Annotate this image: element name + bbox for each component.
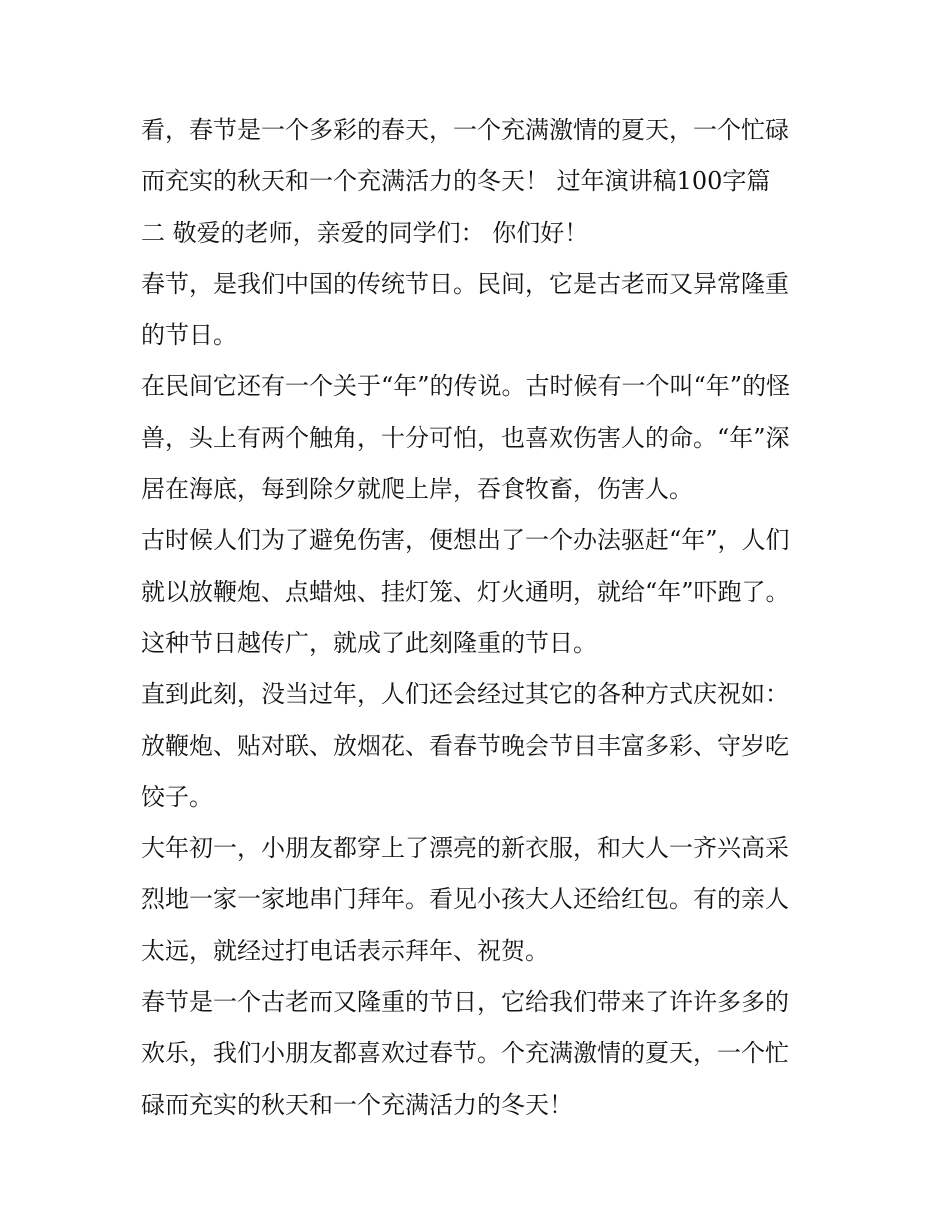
text-line: 大年初一，小朋友都穿上了漂亮的新衣服，和大人一齐兴高采 <box>141 834 789 863</box>
text-line: 古时候人们为了避免伤害，便想出了一个办法驱赶“年”，人们 <box>141 526 790 555</box>
text-line: 直到此刻，没当过年，人们还会经过其它的各种方式庆祝如： <box>141 680 789 709</box>
text-line: 兽，头上有两个触角，十分可怕，也喜欢伤害人的命。“年”深 <box>141 423 790 452</box>
text-line: 春节是一个古老而又隆重的节日，它给我们带来了许许多多的 <box>141 988 789 1017</box>
text-line: 在民间它还有一个关于“年”的传说。古时候有一个叫“年”的怪 <box>141 372 791 401</box>
text-line: 而充实的秋天和一个充满活力的冬天！ 过年演讲稿100字篇 <box>141 167 771 196</box>
text-line: 碌而充实的秋天和一个充满活力的冬天！ <box>141 1090 573 1119</box>
text-line: 看，春节是一个多彩的春天，一个充满激情的夏天，一个忙碌 <box>141 116 789 144</box>
text-line: 饺子。 <box>141 782 213 811</box>
text-line: 欢乐，我们小朋友都喜欢过春节。个充满激情的夏天，一个忙 <box>141 1039 789 1068</box>
text-line: 太远，就经过打电话表示拜年、祝贺。 <box>141 936 549 965</box>
document-body <box>141 105 831 1131</box>
text-line: 二 敬爱的老师，亲爱的同学们： 你们好！ <box>141 218 589 247</box>
text-line: 放鞭炮、贴对联、放烟花、看春节晚会节目丰富多彩、守岁吃 <box>141 731 789 760</box>
text-line: 这种节日越传广，就成了此刻隆重的节日。 <box>141 628 597 657</box>
text-line: 就以放鞭炮、点蜡烛、挂灯笼、灯火通明，就给“年”吓跑了。 <box>141 577 790 606</box>
text-line: 春节，是我们中国的传统节日。民间，它是古老而又异常隆重 <box>141 269 789 298</box>
text-line: 居在海底，每到除夕就爬上岸，吞食牧畜，伤害人。 <box>141 475 693 504</box>
text-line: 的节日。 <box>141 321 237 350</box>
text-line: 烈地一家一家地串门拜年。看见小孩大人还给红包。有的亲人 <box>141 885 789 914</box>
